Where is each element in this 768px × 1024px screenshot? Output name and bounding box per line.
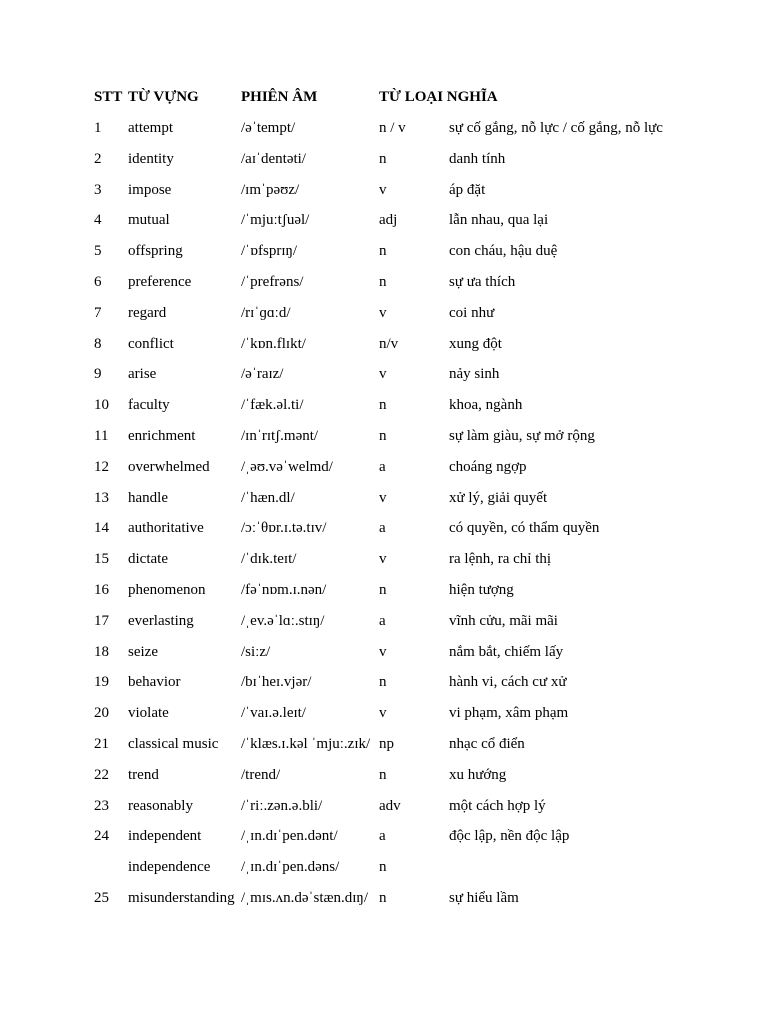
cell-word: offspring (128, 243, 183, 260)
cell-stt: 2 (94, 150, 102, 167)
cell-ipa: /ˈmjuːtʃuəl/ (241, 212, 310, 229)
cell-word: everlasting (128, 612, 194, 629)
table-row (94, 669, 734, 700)
cell-meaning: sự hiểu lầm (449, 889, 519, 906)
cell-word: conflict (128, 335, 174, 352)
table-row (94, 177, 734, 208)
cell-pos: v (379, 366, 387, 383)
cell-meaning: con cháu, hậu duệ (449, 243, 558, 260)
cell-ipa: /bɪˈheɪ.vjər/ (241, 674, 312, 691)
cell-meaning: vi phạm, xâm phạm (449, 705, 569, 722)
header-pos-meaning: TỪ LOẠI NGHĨA (379, 89, 498, 105)
cell-stt: 1 (94, 120, 102, 136)
cell-ipa: /ˈhæn.dl/ (241, 489, 295, 506)
cell-ipa: /ˌɪn.dɪˈpen.dəns/ (241, 859, 340, 876)
cell-ipa: /ɪnˈrɪtʃ.mənt/ (241, 427, 319, 444)
cell-stt: 16 (94, 581, 109, 598)
cell-stt: 25 (94, 889, 109, 906)
table-row (94, 700, 734, 731)
cell-stt: 8 (94, 335, 102, 352)
table-row (94, 269, 734, 300)
table-row (94, 515, 734, 546)
cell-stt: 6 (94, 273, 102, 290)
cell-word: phenomenon (128, 581, 206, 598)
table-row (94, 608, 734, 639)
cell-word: preference (128, 273, 192, 290)
cell-meaning: một cách hợp lý (449, 797, 546, 814)
cell-word: independent (128, 828, 202, 845)
cell-stt: 5 (94, 243, 102, 260)
cell-meaning: áp đặt (449, 181, 486, 198)
cell-stt: 17 (94, 612, 109, 629)
cell-pos: n (379, 889, 387, 906)
cell-ipa: /fəˈnɒm.ɪ.nən/ (241, 581, 327, 598)
cell-ipa: /aɪˈdentəti/ (241, 150, 306, 167)
cell-pos: n (379, 150, 387, 167)
table-row (94, 823, 734, 854)
cell-pos: v (379, 489, 387, 506)
cell-pos: adv (379, 797, 401, 814)
cell-meaning: danh tính (449, 150, 506, 167)
cell-meaning: vĩnh cửu, mãi mãi (449, 612, 558, 629)
cell-ipa: /ˈɒfsprɪŋ/ (241, 243, 298, 260)
cell-pos: n/v (379, 335, 399, 352)
table-row (94, 207, 734, 238)
cell-meaning: nhạc cổ điển (449, 735, 525, 752)
cell-word: overwhelmed (128, 458, 210, 475)
cell-meaning: xử lý, giải quyết (449, 489, 548, 506)
cell-pos: n (379, 766, 387, 783)
cell-ipa: /ˈkɒn.flɪkt/ (241, 335, 306, 352)
cell-meaning: hiện tượng (449, 581, 514, 598)
table-row (94, 238, 734, 269)
table-header-row (94, 84, 734, 115)
cell-meaning: nắm bắt, chiếm lấy (449, 643, 564, 660)
cell-word: behavior (128, 674, 181, 691)
cell-word: impose (128, 181, 172, 198)
cell-meaning: coi như (449, 304, 495, 321)
cell-ipa: /ˌɪn.dɪˈpen.dənt/ (241, 828, 338, 845)
table-row (94, 731, 734, 762)
cell-word: violate (128, 705, 169, 722)
cell-meaning: sự ưa thích (449, 273, 516, 290)
cell-stt: 20 (94, 705, 109, 722)
cell-ipa: /ˈdɪk.teɪt/ (241, 551, 297, 568)
cell-pos: n (379, 397, 387, 414)
cell-meaning: sự làm giàu, sự mở rộng (449, 427, 595, 444)
cell-word: seize (128, 643, 158, 660)
cell-ipa: /ˌev.əˈlɑː.stɪŋ/ (241, 612, 325, 629)
cell-pos: adj (379, 212, 398, 229)
cell-pos: n (379, 581, 387, 598)
table-row (94, 639, 734, 670)
cell-ipa: /siːz/ (241, 643, 271, 660)
cell-pos: n / v (379, 120, 406, 136)
table-row (94, 454, 734, 485)
table-row (94, 885, 734, 916)
cell-pos: a (379, 828, 386, 845)
cell-stt: 14 (94, 520, 109, 537)
cell-word: classical music (128, 735, 219, 752)
cell-stt: 23 (94, 797, 109, 814)
cell-word: handle (128, 489, 168, 506)
cell-meaning: có quyền, có thẩm quyền (449, 520, 600, 537)
cell-word: faculty (128, 397, 170, 414)
cell-meaning: xu hướng (449, 766, 507, 783)
cell-meaning: độc lập, nền độc lập (449, 828, 570, 845)
cell-word: identity (128, 150, 174, 167)
cell-word: arise (128, 366, 157, 383)
header-ipa: PHIÊN ÂM (241, 89, 318, 105)
cell-word: reasonably (128, 797, 193, 814)
cell-ipa: /əˈtempt/ (241, 120, 296, 136)
cell-pos: n (379, 427, 387, 444)
cell-stt: 7 (94, 304, 102, 321)
cell-ipa: /ɪmˈpəʊz/ (241, 181, 300, 198)
table-row (94, 762, 734, 793)
cell-stt: 21 (94, 735, 109, 752)
table-row (94, 423, 734, 454)
table-row (94, 115, 734, 146)
cell-ipa: /ˌəʊ.vəˈwelmd/ (241, 458, 333, 475)
cell-word: independence (128, 859, 211, 876)
table-row (94, 546, 734, 577)
cell-stt: 3 (94, 181, 102, 198)
header-word: TỪ VỰNG (128, 89, 199, 105)
cell-ipa: /ˈprefrəns/ (241, 273, 304, 290)
cell-stt: 19 (94, 674, 109, 691)
cell-word: attempt (128, 120, 173, 136)
table-row (94, 854, 734, 885)
cell-ipa: /ˈfæk.əl.ti/ (241, 397, 304, 414)
cell-stt: 22 (94, 766, 109, 783)
cell-ipa: /əˈraɪz/ (241, 366, 284, 383)
cell-pos: n (379, 243, 387, 260)
cell-stt: 12 (94, 458, 109, 475)
cell-pos: v (379, 705, 387, 722)
cell-word: dictate (128, 551, 168, 568)
cell-stt: 24 (94, 828, 109, 845)
cell-pos: v (379, 551, 387, 568)
cell-word: misunderstanding (128, 889, 235, 906)
cell-ipa: /rɪˈɡɑːd/ (241, 304, 291, 321)
vocabulary-table (94, 84, 734, 916)
cell-meaning: sự cố gắng, nỗ lực / cố gắng, nỗ lực (449, 120, 663, 136)
cell-pos: n (379, 674, 387, 691)
cell-pos: v (379, 181, 387, 198)
cell-meaning: xung đột (449, 335, 502, 352)
cell-ipa: /ˌmɪs.ʌn.dəˈstæn.dɪŋ/ (241, 889, 369, 906)
table-body (94, 115, 734, 916)
cell-stt: 9 (94, 366, 102, 383)
cell-stt: 11 (94, 427, 109, 444)
cell-word: regard (128, 304, 167, 321)
cell-pos: v (379, 643, 387, 660)
cell-pos: n (379, 273, 387, 290)
cell-meaning: ra lệnh, ra chỉ thị (449, 551, 552, 568)
cell-ipa: /trend/ (241, 766, 281, 783)
cell-pos: v (379, 304, 387, 321)
cell-word: trend (128, 766, 159, 783)
cell-pos: a (379, 612, 386, 629)
header-stt: STT (94, 89, 123, 105)
cell-stt: 10 (94, 397, 109, 414)
cell-word: enrichment (128, 427, 196, 444)
cell-word: authoritative (128, 520, 204, 537)
table-row (94, 361, 734, 392)
cell-ipa: /ˈvaɪ.ə.leɪt/ (241, 705, 306, 722)
cell-meaning: khoa, ngành (449, 397, 523, 414)
table-row (94, 146, 734, 177)
cell-word: mutual (128, 212, 170, 229)
cell-ipa: /ɔːˈθɒr.ɪ.tə.tɪv/ (241, 520, 327, 537)
cell-ipa: /ˈriː.zən.ə.bli/ (241, 797, 323, 814)
table-row (94, 300, 734, 331)
cell-pos: np (379, 735, 394, 752)
cell-stt: 18 (94, 643, 109, 660)
cell-stt: 4 (94, 212, 102, 229)
cell-meaning: lẫn nhau, qua lại (449, 212, 549, 229)
table-row (94, 485, 734, 516)
cell-meaning: hành vi, cách cư xử (449, 674, 567, 691)
cell-pos: a (379, 520, 386, 537)
cell-stt: 13 (94, 489, 109, 506)
cell-pos: a (379, 458, 386, 475)
table-row (94, 577, 734, 608)
cell-meaning: nảy sinh (449, 366, 500, 383)
table-row (94, 793, 734, 824)
cell-meaning: choáng ngợp (449, 458, 527, 475)
cell-pos: n (379, 859, 387, 876)
table-row (94, 392, 734, 423)
cell-ipa: /ˈklæs.ɪ.kəl ˈmjuː.zɪk/ (241, 735, 371, 752)
cell-stt: 15 (94, 551, 109, 568)
table-row (94, 331, 734, 362)
